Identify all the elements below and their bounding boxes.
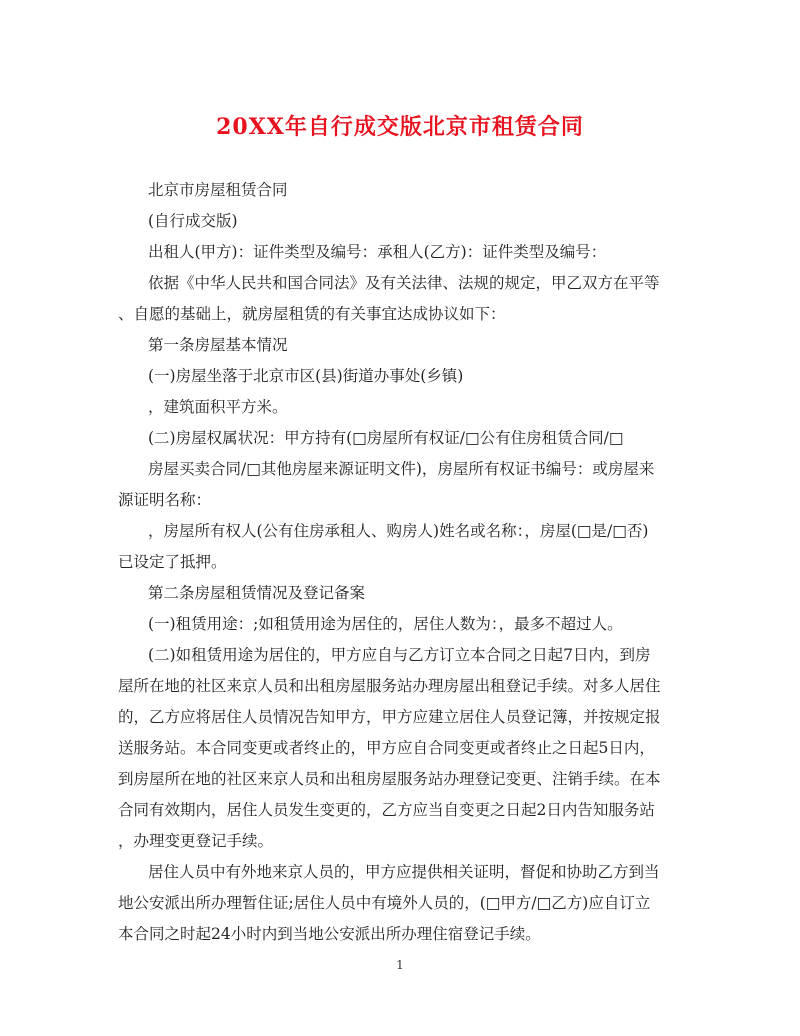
text-line: 到房屋所在地的社区来京人员和出租房屋服务站办理登记变更、注销手续。在本 (118, 770, 661, 788)
text-line: 屋所在地的社区来京人员和出租房屋服务站办理房屋出租登记手续。对多人居住 (118, 677, 661, 695)
document-title: 20XX年自行成交版北京市租赁合同 (216, 114, 584, 140)
text-line: 源证明名称： (118, 491, 212, 509)
text-line: ，建筑面积平方米。 (148, 398, 288, 416)
text-line: 北京市房屋租赁合同 (148, 181, 288, 199)
page-number: 1 (396, 958, 404, 972)
text-line: (一)房屋坐落于北京市区(县)街道办事处(乡镇) (148, 367, 464, 385)
section-heading: 第一条房屋基本情况 (148, 336, 288, 354)
text-line: 居住人员中有外地来京人员的，甲方应提供相关证明，督促和协助乙方到当 (148, 863, 660, 881)
text-line: 依据《中华人民共和国合同法》及有关法律、法规的规定，甲乙双方在平等 (148, 274, 660, 292)
text-line: ，房屋所有权人(公有住房承租人、购房人)姓名或名称：，房屋(□是/□否) (148, 522, 649, 540)
text-line: 地公安派出所办理暂住证;居住人员中有境外人员的，(□甲方/□乙方)应自订立 (118, 894, 651, 912)
text-line: (二)房屋权属状况：甲方持有(□房屋所有权证/□公有住房租赁合同/□ (148, 429, 624, 447)
text-line: (一)租赁用途：;如租赁用途为居住的，居住人数为：，最多不超过人。 (148, 615, 623, 633)
text-line: 的，乙方应将居住人员情况告知甲方，甲方应建立居住人员登记簿，并按规定报 (118, 708, 661, 726)
text-line: 合同有效期内，居住人员发生变更的，乙方应当自变更之日起2日内告知服务站 (118, 801, 655, 819)
text-line: 已设定了抵押。 (118, 553, 227, 571)
text-line: (二)如租赁用途为居住的，甲方应自与乙方订立本合同之日起7日内，到房 (148, 646, 651, 664)
text-line: 本合同之时起24小时内到当地公安派出所办理住宿登记手续。 (118, 925, 541, 943)
text-line: 送服务站。本合同变更或者终止的，甲方应自合同变更或者终止之日起5日内， (118, 739, 655, 757)
text-line: 出租人(甲方)：证件类型及编号：承租人(乙方)：证件类型及编号： (148, 243, 607, 261)
text-line: 、自愿的基础上，就房屋租赁的有关事宜达成协议如下： (118, 305, 506, 323)
section-heading: 第二条房屋租赁情况及登记备案 (148, 584, 366, 602)
text-line: 房屋买卖合同/□其他房屋来源证明文件)，房屋所有权证书编号：或房屋来 (148, 460, 655, 478)
text-line: (自行成交版) (148, 212, 238, 230)
text-line: ，办理变更登记手续。 (118, 832, 274, 850)
